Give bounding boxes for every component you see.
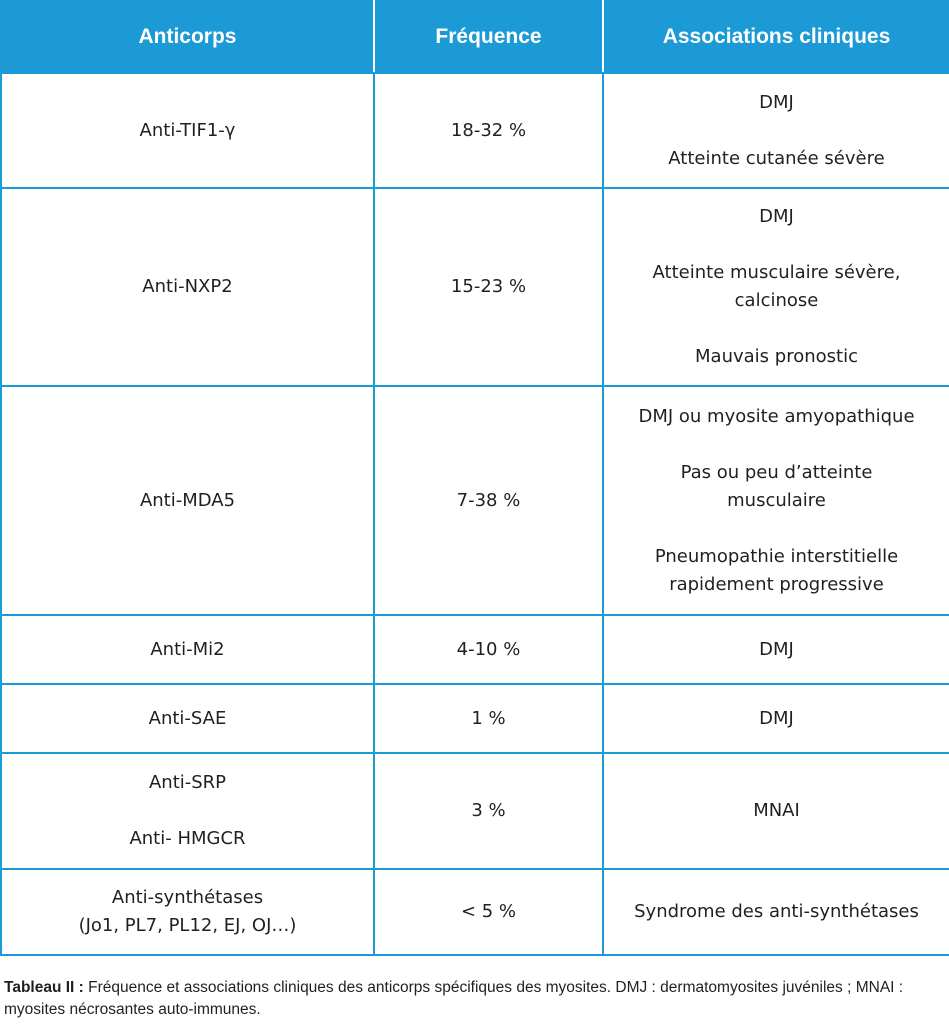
table-row: [1, 73, 949, 188]
associations-cell: [603, 615, 949, 684]
frequency-cell: 4-10 %: [374, 615, 603, 684]
antibody-name: Anti-NXP2: [142, 276, 233, 297]
frequency-cell: 15-23 %: [374, 188, 603, 386]
frequency-cell: 18-32 %: [374, 73, 603, 188]
header-antibody: Anticorps: [1, 1, 374, 73]
table-row: [1, 188, 949, 386]
caption-text: Fréquence et associations cliniques des anticorps spécifiques des myosites. DMJ : dermatomyosites juvéniles ; MNAI : myosites nécrosantes auto-immunes.: [4, 979, 904, 1018]
associations-cell: [603, 73, 949, 188]
table-caption: [4, 977, 944, 1021]
table-header-row: [1, 1, 949, 73]
antibody-name: Anti-Mi2: [150, 638, 225, 660]
association-line: Atteinte musculaire sévère,: [652, 262, 901, 283]
table-row: [1, 684, 949, 753]
antibody-name: Anti-SAE: [148, 707, 227, 729]
antibody-cell: [1, 684, 374, 753]
table-row: [1, 869, 949, 955]
association-line: rapidement progressive: [669, 573, 884, 595]
association-line: DMJ: [759, 91, 794, 113]
association-line: Mauvais pronostic: [695, 346, 858, 367]
associations-cell: [603, 684, 949, 753]
association-line: DMJ: [759, 206, 794, 227]
association-line: Pneumopathie interstitielle: [654, 545, 899, 567]
caption-label: Tableau II :: [4, 979, 84, 996]
association-line: Syndrome des anti-synthétases: [634, 901, 919, 922]
table-row: [1, 386, 949, 615]
association-line: DMJ ou myosite amyopathique: [638, 405, 915, 427]
associations-cell: [603, 869, 949, 955]
association-line: MNAI: [753, 800, 800, 821]
table-row: [1, 753, 949, 869]
association-line: DMJ: [759, 638, 794, 660]
antibody-name: Anti-MDA5: [139, 489, 236, 511]
association-line: Atteinte cutanée sévère: [668, 147, 885, 169]
antibody-name: Anti- HMGCR: [129, 828, 246, 849]
antibody-cell: [1, 386, 374, 615]
frequency-cell: 1 %: [374, 684, 603, 753]
antibody-name: Anti-SRP: [148, 772, 227, 793]
association-line: calcinose: [734, 290, 819, 311]
antibody-cell: [1, 753, 374, 869]
associations-cell: [603, 188, 949, 386]
association-line: DMJ: [759, 707, 794, 729]
frequency-cell: < 5 %: [374, 869, 603, 955]
antibody-subtypes: (Jo1, PL7, PL12, EJ, OJ…): [78, 915, 297, 936]
associations-cell: [603, 753, 949, 869]
antibody-cell: [1, 73, 374, 188]
frequency-cell: 7-38 %: [374, 386, 603, 615]
antibody-name: Anti-TIF1-γ: [139, 119, 236, 141]
antibody-name: Anti-synthétases: [111, 887, 264, 908]
association-line: musculaire: [727, 489, 826, 511]
association-line: Pas ou peu d’atteinte: [680, 461, 873, 483]
table-row: [1, 615, 949, 684]
frequency-cell: 3 %: [374, 753, 603, 869]
antibody-cell: [1, 615, 374, 684]
header-frequency: Fréquence: [374, 1, 603, 73]
antibody-cell: [1, 188, 374, 386]
associations-cell: [603, 386, 949, 615]
antibody-cell: [1, 869, 374, 955]
header-associations: Associations cliniques: [603, 1, 949, 73]
